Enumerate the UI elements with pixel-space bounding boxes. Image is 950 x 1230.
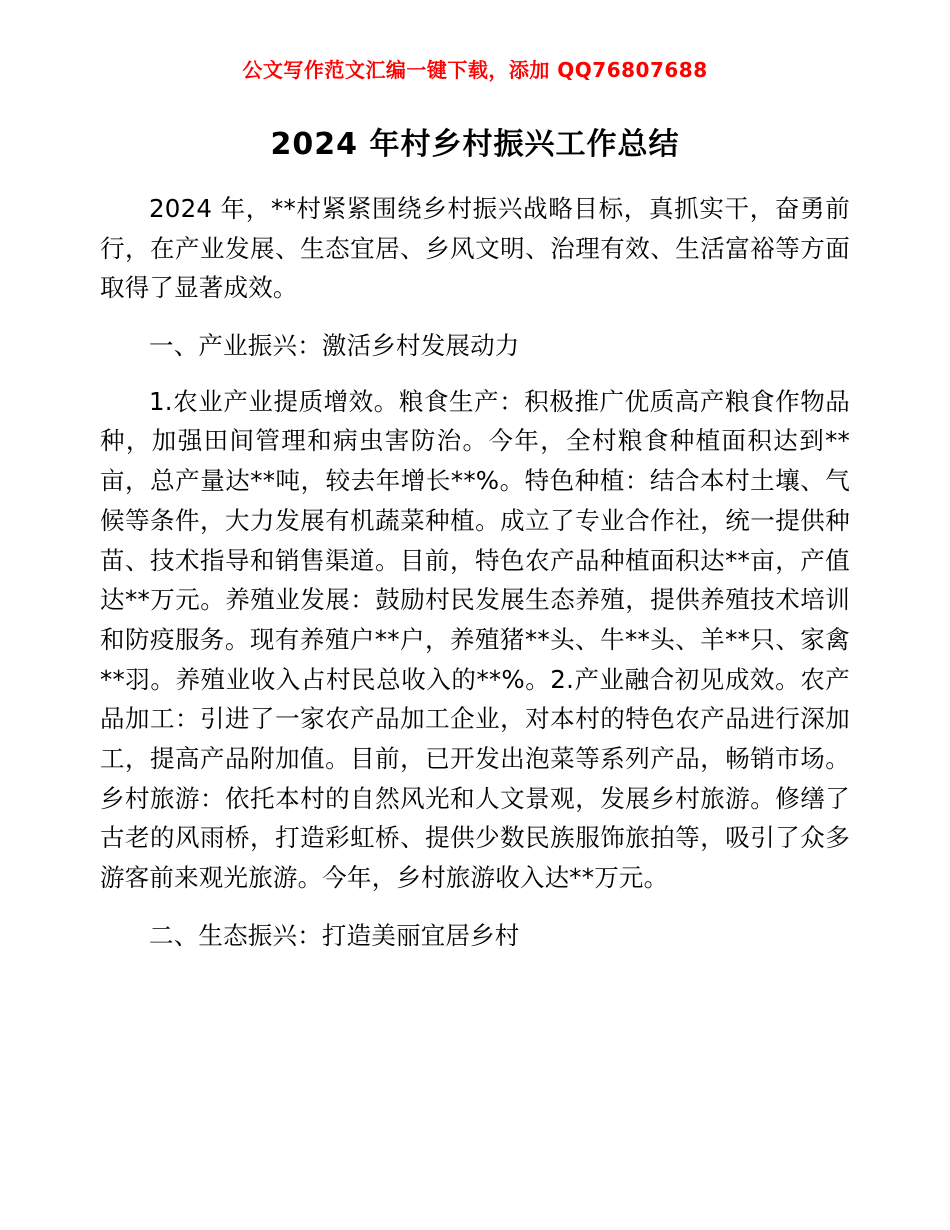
paragraph-section-one-body: 1.农业产业提质增效。粮食生产：积极推广优质高产粮食作物品种，加强田间管理和病虫害防治。今年，全村粮食种植面积达到**亩，总产量达**吨，较去年增长**%。特色种植：结合本村土壤、气候等条件，大力发展有机蔬菜种植。成立了专业合作社，统一提供种苗、技术指导和销售渠道。目前，特色农产品种植面积达**亩，产值达**万元。养殖业发展：鼓励村民发展生态养殖，提供养殖技术培训和防疫服务。现有养殖户**户，养殖猪**头、牛**头、羊**只、家禽**羽。养殖业收入占村民总收入的**%。2.产业融合初见成效。农产品加工：引进了一家农产品加工企业，对本村的特色农产品进行深加工，提高产品附加值。目前，已开发出泡菜等系列产品，畅销市场。乡村旅游：依托本村的自然风光和人文景观，发展乡村旅游。修缮了古老的风雨桥，打造彩虹桥、提供少数民族服饰旅拍等，吸引了众多游客前来观光旅游。今年，乡村旅游收入达**万元。 xyxy=(100,386,850,892)
paragraph-intro: 2024 年，**村紧紧围绕乡村振兴战略目标，真抓实干，奋勇前行，在产业发展、生态宜居、乡风文明、治理有效、生活富裕等方面取得了显著成效。 xyxy=(100,194,850,303)
page-title: 2024 年村乡村振兴工作总结 xyxy=(270,127,680,162)
section-heading-one: 一、产业振兴：激活乡村发展动力 xyxy=(149,331,520,361)
promo-watermark: 公文写作范文汇编一键下载，添加 QQ76807688 xyxy=(242,58,708,82)
section-heading-two: 二、生态振兴：打造美丽宜居乡村 xyxy=(149,920,520,950)
